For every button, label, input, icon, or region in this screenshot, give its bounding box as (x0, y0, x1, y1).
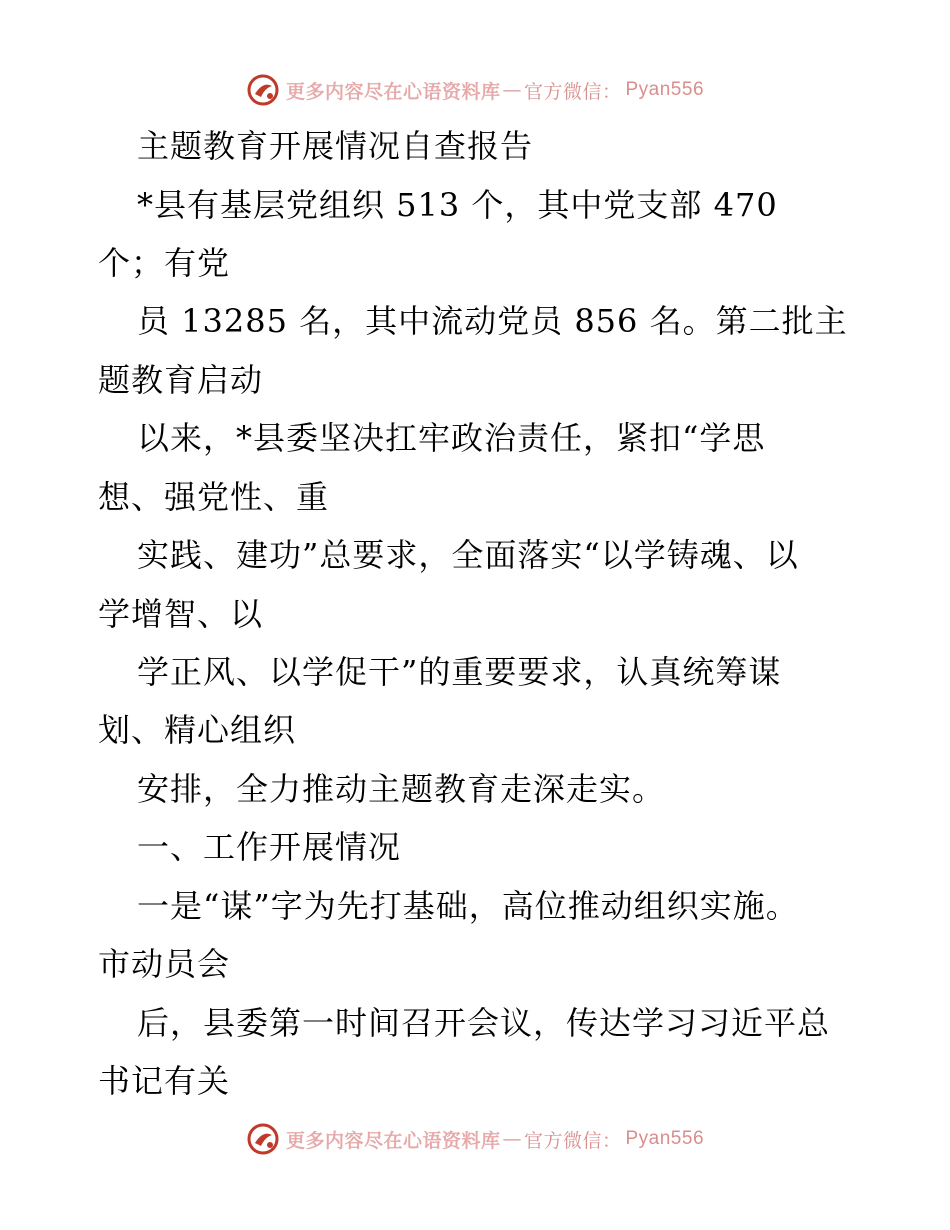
watermark-wechat-label: 官方微信： (523, 80, 622, 103)
brand-logo-icon (246, 73, 280, 107)
doc-line: 学增智、以 (98, 595, 264, 633)
footer-watermark (0, 1119, 950, 1159)
doc-line: 想、强党性、重 (98, 478, 330, 516)
watermark-dash: — (502, 79, 522, 101)
doc-line: 一是“谋”字为先打基础，高位推动组织实施。 (137, 887, 799, 925)
watermark-wechat-label: 官方微信： (523, 1129, 622, 1152)
section-heading: 一、工作开展情况 (137, 828, 402, 866)
doc-line: 后，县委第一时间召开会议，传达学习习近平总 (137, 1004, 831, 1042)
watermark-dash: — (502, 1128, 522, 1150)
watermark-text: 更多内容尽在心语资料库 (285, 80, 501, 103)
doc-line: 市动员会 (98, 945, 231, 983)
watermark-text: 更多内容尽在心语资料库 (285, 1129, 501, 1152)
doc-line: 安排，全力推动主题教育走深走实。 (137, 770, 666, 808)
doc-line: *县有基层党组织 513 个，其中党支部 470 (137, 186, 778, 224)
brand-logo-icon (246, 1122, 280, 1156)
doc-line: 划、精心组织 (98, 711, 297, 749)
doc-line: 员 13285 名，其中流动党员 856 名。第二批主 (137, 302, 848, 340)
doc-line: 书记有关 (98, 1062, 231, 1100)
doc-line: 学正风、以学促干”的重要要求，认真统筹谋 (137, 653, 782, 691)
watermark-wechat-id: Pyan556 (625, 79, 705, 100)
header-watermark (0, 70, 950, 110)
doc-line: 以来，*县委坚决扛牢政治责任，紧扣“学思 (137, 419, 766, 457)
doc-line: 实践、建功”总要求，全面落实“以学铸魂、以 (137, 536, 799, 574)
doc-title: 主题教育开展情况自查报告 (137, 127, 534, 165)
doc-line: 题教育启动 (98, 361, 264, 399)
watermark-wechat-id: Pyan556 (625, 1128, 705, 1149)
doc-line: 个；有党 (98, 244, 231, 282)
